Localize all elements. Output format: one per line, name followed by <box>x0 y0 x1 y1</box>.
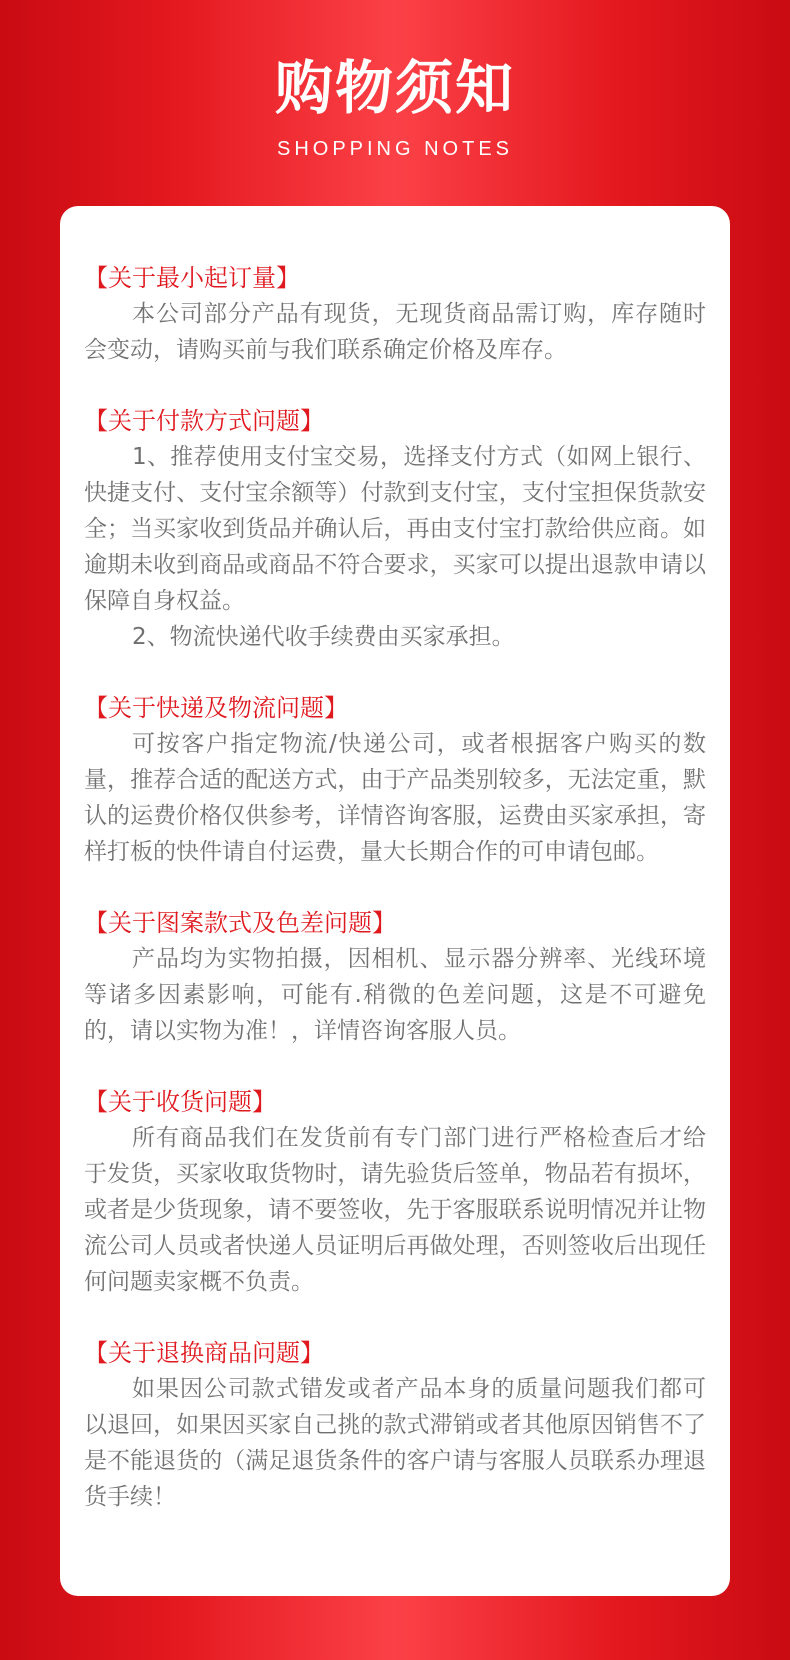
section-heading: 【关于收货问题】 <box>84 1088 276 1116</box>
section-paragraph: 所有商品我们在发货前有专门部门进行严格检查后才给于发货，买家收取货物时，请先验货后签单，物品若有损坏，或者是少货现象，请不要签收，先于客服联系说明情况并让物流公司人员或者快递人员证明后再做处理，否则签收后出现任何问题卖家概不负责。 <box>84 1125 706 1295</box>
section-returns <box>84 1335 706 1515</box>
section-paragraph: 2、物流快递代收手续费由买家承担。 <box>132 624 515 650</box>
section-paragraph: 产品均为实物拍摄，因相机、显示器分辨率、光线环境等诸多因素影响，可能有.稍微的色差问题，这是不可避免的，请以实物为准！，详情咨询客服人员。 <box>84 946 706 1044</box>
section-color-difference <box>84 905 706 1049</box>
section-paragraph: 可按客户指定物流/快递公司，或者根据客户购买的数量，推荐合适的配送方式，由于产品类别较多，无法定重，默认的运费价格仅供参考，详情咨询客服，运费由买家承担，寄样打板的快件请自付运费，量大长期合作的可申请包邮。 <box>84 731 706 865</box>
section-paragraph: 1、推荐使用支付宝交易，选择支付方式（如网上银行、快捷支付、支付宝余额等）付款到支付宝，支付宝担保货款安全；当买家收到货品并确认后，再由支付宝打款给供应商。如逾期未收到商品或商品不符合要求，买家可以提出退款申请以保障自身权益。 <box>84 444 706 614</box>
section-paragraph: 如果因公司款式错发或者产品本身的质量问题我们都可以退回，如果因买家自己挑的款式滞销或者其他原因销售不了是不能退货的（满足退货条件的客户请与客服人员联系办理退货手续！ <box>84 1376 706 1510</box>
page-title: 购物须知 <box>274 54 515 122</box>
section-heading: 【关于图案款式及色差问题】 <box>84 909 396 937</box>
section-payment <box>84 403 706 655</box>
section-heading: 【关于快递及物流问题】 <box>84 694 348 722</box>
section-shipping <box>84 690 706 870</box>
section-heading: 【关于最小起订量】 <box>84 264 300 292</box>
notes-card <box>60 206 730 1596</box>
section-receiving <box>84 1084 706 1300</box>
section-heading: 【关于退换商品问题】 <box>84 1339 324 1367</box>
section-paragraph: 本公司部分产品有现货，无现货商品需订购，库存随时会变动，请购买前与我们联系确定价格及库存。 <box>84 301 706 363</box>
section-minimum-order <box>84 260 706 368</box>
section-heading: 【关于付款方式问题】 <box>84 407 324 435</box>
page-subtitle: SHOPPING NOTES <box>276 138 514 160</box>
